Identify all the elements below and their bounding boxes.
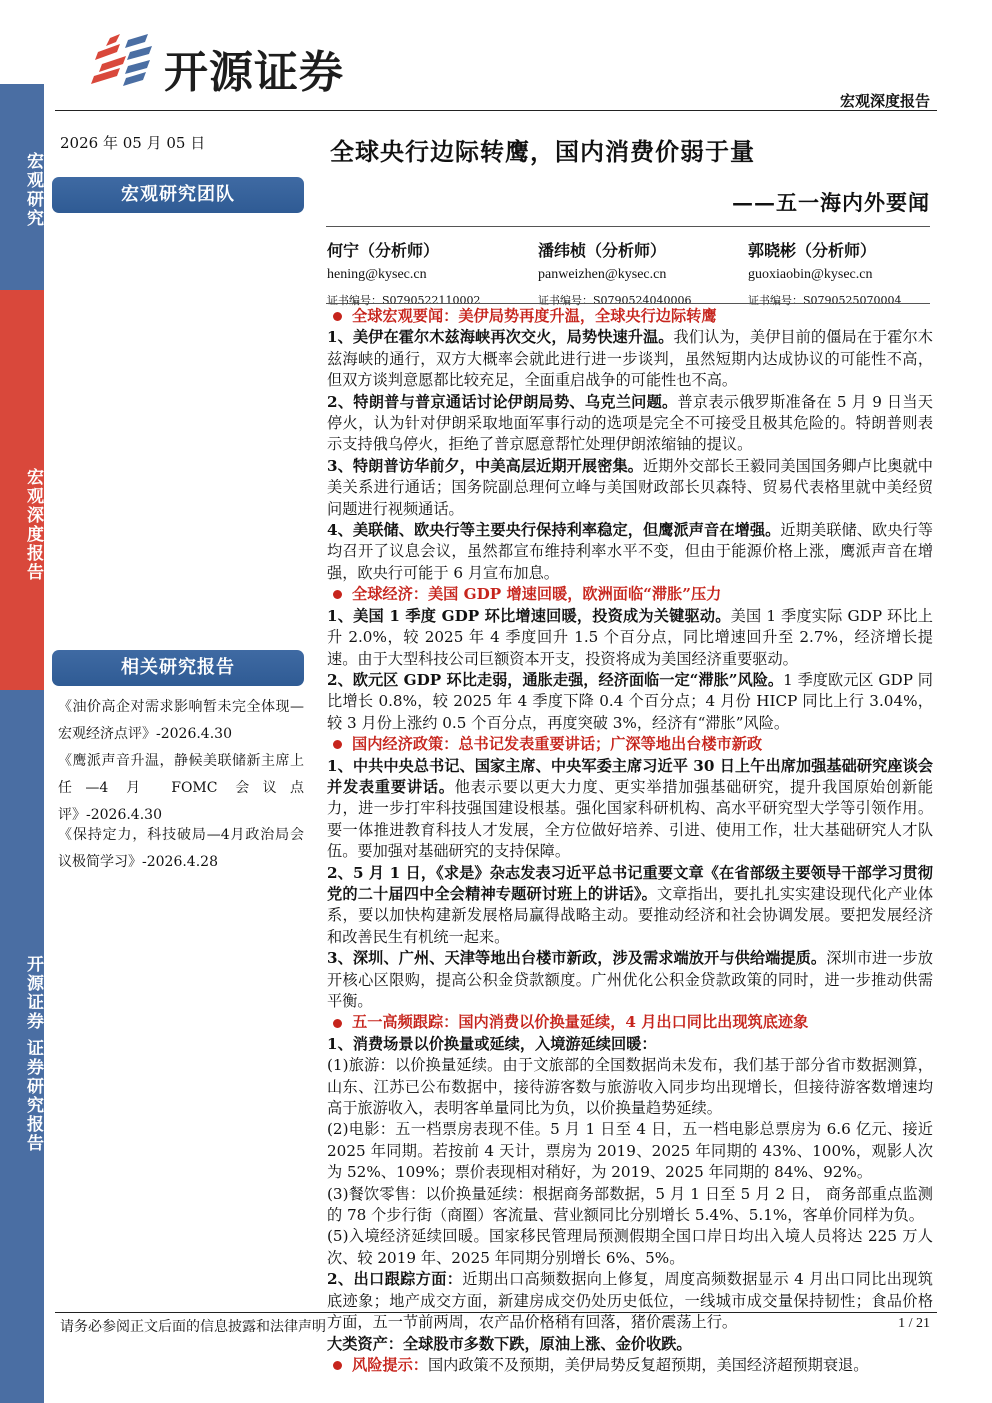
paragraph: (1)旅游：以价换量延续。由于文旅部的全国数据尚未发布，我们基于部分省市数据测算，山东、江苏已公布数据中，接待游客数与旅游收入同步均出现增长，但接待游客数增速均高于旅游收入，表明客单量同比为负，以价换量趋势延续。 (327, 1056, 933, 1118)
brand-name: 开源证券 (164, 47, 344, 98)
report-subtitle: ——五一海内外要闻 (732, 190, 930, 215)
paragraph: 3、深圳、广州、天津等地出台楼市新政，涉及需求端放开与供给端提质。深圳市进一步放开核心区限购，提高公积金贷款额度。广州优化公积金贷款政策的同时，进一步推动供需平衡。 (327, 949, 933, 1010)
side-tab-macro-research: 宏观研究 (0, 84, 44, 290)
subtitle-divider (326, 226, 930, 227)
section-heading: 全球经济：美国 GDP 增速回暖，欧洲面临“滞胀”压力 (327, 584, 933, 605)
analyst-name: 郭晓彬（分析师） (748, 241, 877, 260)
analyst-card (748, 238, 948, 308)
analyst-email[interactable]: hening@kysec.cn (327, 267, 427, 282)
related-report-link[interactable]: 《油价高企对需求影响暂未完全体现—宏观经济点评》-2026.4.30 (58, 699, 304, 742)
section-heading: 国内经济政策：总书记发表重要讲话；广深等地出台楼市新政 (327, 734, 933, 755)
analyst-cert: 证书编号：S0790524040006 (538, 294, 692, 307)
report-title: 全球央行边际转鹰，国内消费价弱于量 (330, 137, 755, 166)
paragraph: 大类资产：全球股市多数下跌，原油上涨、金价收跌。 (327, 1334, 692, 1353)
related-reports-label: 相关研究报告 (52, 650, 304, 686)
section-heading: 全球宏观要闻：美伊局势再度升温，全球央行边际转鹰 (327, 306, 933, 327)
analyst-card (327, 238, 527, 308)
analyst-email[interactable]: guoxiaobin@kysec.cn (748, 267, 873, 282)
related-report-link[interactable]: 《保持定力，科技破局—4月政治局会议极简学习》-2026.4.28 (58, 827, 304, 870)
paragraph: (5)入境经济延续回暖。国家移民管理局预测假期全国口岸日均出入境人员将达 225 万人次、较 2019 年、2025 年同期分别增长 6%、5%。 (327, 1227, 933, 1267)
paragraph: 1、消费场景以价换量或延续，入境游延续回暖： (327, 1034, 657, 1053)
footer-divider (55, 1312, 937, 1313)
analyst-email[interactable]: panweizhen@kysec.cn (538, 267, 667, 282)
paragraph: 1、中共中央总书记、国家主席、中央军委主席习近平 30 日上午出席加强基础研究座谈会并发表重要讲话。他表示要以更大力度、更实举措加强基础研究，提升我国原始创新能力，进一步打牢科技强国建设根基。强化国家科研机构、高水平研究型大学等引领作用。要一体推进教育科技人才发展，全方位做好培养、引进、使用工作，壮大基础研究人才队伍。要加强对基础研究的支持保障。 (327, 756, 934, 861)
paragraph: 1、美国 1 季度 GDP 环比增速回暖，投资成为关键驱动。美国 1 季度实际 GDP 环比上升 2.0%，较 2025 年 4 季度回升 1.5 个百分点，同比增速回升至 2.7%，经济增长提速。由于大型科技公司巨额资本开支，投资将成为美国经济重要驱动。 (327, 606, 933, 668)
risk-warning: 风险提示：国内政策不及预期，美伊局势反复超预期，美国经济超预期衰退。 (327, 1355, 933, 1376)
paragraph: 4、美联储、欧央行等主要央行保持利率稳定，但鹰派声音在增强。近期美联储、欧央行等均召开了议息会议，虽然都宣布维持利率水平不变，但由于能源价格上涨，鹰派声音在增强，欧央行可能于 6 月宣布加息。 (327, 521, 933, 582)
page-number: 1 / 21 (898, 1316, 930, 1331)
paragraph: 2、欧元区 GDP 环比走弱，通胀走强，经济面临一定“滞胀”风险。1 季度欧元区 GDP 同比增长 0.8%，较 2025 年 4 季度下降 0.4 个百分点；4 月份 HICP 同比上行 3.04%，较 3 月份上涨约 0.5 个百分点，再度突破 3%，经济有“滞胀”风险。 (327, 670, 933, 732)
bullet-dot-icon (333, 312, 342, 321)
team-label: 宏观研究团队 (52, 177, 304, 213)
bullet-dot-icon (333, 1019, 342, 1028)
footer-disclaimer: 请务必参阅正文后面的信息披露和法律声明 (60, 1319, 326, 1335)
paragraph: 2、5 月 1 日，《求是》杂志发表习近平总书记重要文章《在省部级主要领导干部学习贯彻党的二十届四中全会精神专题研讨班上的讲话》。文章指出，要扎扎实实建设现代化产业体系，要以加快构建新发展格局赢得战略主动。要推动经济和社会协调发展。要把发展经济和改善民生有机统一起来。 (327, 863, 933, 946)
paragraph: 2、特朗普与普京通话讨论伊朗局势、乌克兰问题。普京表示俄罗斯准备在 5 月 9 日当天停火，认为针对伊朗采取地面军事行动的选项是完全不可接受且极其危险的。特朗普则表示支持俄乌停火，拒绝了普京愿意帮忙处理伊朗浓缩铀的提议。 (327, 392, 933, 454)
analyst-cert: 证书编号：S0790522110002 (327, 294, 481, 307)
side-tab-macro-deep-report: 宏观深度报告 (0, 290, 44, 690)
paragraph: 2、出口跟踪方面：近期出口高频数据向上修复，周度高频数据显示 4 月出口同比出现筑底迹象；地产成交方面，新建房成交仍处历史低位，一线城市成交量保持韧性；食品价格方面，五一节前两周，农产品价格稍有回落，猪价震荡上行。 (327, 1270, 933, 1332)
report-date: 2026 年 05 月 05 日 (60, 134, 206, 152)
analyst-name: 何宁（分析师） (327, 241, 440, 260)
paragraph: 1、美伊在霍尔木兹海峡再次交火，局势快速升温。我们认为，美伊目前的僵局在于霍尔木兹海峡的通行，双方大概率会就此进行进一步谈判，虽然短期内达成协议的可能性不高，但双方谈判意愿都比较充足，全面重启战争的可能性也不高。 (327, 328, 933, 390)
section-heading: 五一高频跟踪：国内消费以价换量延续，4 月出口同比出现筑底迹象 (327, 1012, 933, 1033)
analyst-name: 潘纬桢（分析师） (538, 241, 667, 260)
paragraph: 3、特朗普访华前夕，中美高层近期开展密集。近期外交部长王毅同美国国务卿卢比奥就中美关系进行通话；国务院副总理何立峰与美国财政部长贝森特、贸易代表格里就中美经贸问题进行视频通话。 (327, 456, 933, 518)
side-tab-kysec-report: 开源证券 证券研究报告 (0, 690, 44, 1403)
analyst-divider (326, 303, 930, 304)
paragraph: (2)电影：五一档票房表现不佳。5 月 1 日至 4 日，五一档电影总票房为 6.6 亿元、接近 2025 年同期。若按前 4 天计，票房为 2019、2025 年同期的 43%、100%，观影人次为 52%、109%；票价表现相对稍好，为 2019、2025 年同期的 84%、92%。 (327, 1120, 933, 1182)
bullet-dot-icon (333, 740, 342, 749)
related-report-link[interactable]: 《鹰派声音升温，静候美联储新主席上任—4 月 FOMC 会议点评》-2026.4.30 (58, 753, 304, 823)
logo-mark-icon (90, 30, 160, 90)
report-body (327, 306, 933, 1376)
bullet-dot-icon (333, 1361, 342, 1370)
analyst-cert: 证书编号：S0790525070004 (748, 294, 902, 307)
paragraph: (3)餐饮零售：以价换量延续：根据商务部数据，5 月 1 日至 5 月 2 日， 商务部重点监测的 78 个步行街（商圈）客流量、营业额同比分别增长 5.4%、5.1%，客单价同样为负。 (327, 1184, 933, 1225)
report-type: 宏观深度报告 (839, 92, 930, 110)
analyst-card (538, 238, 738, 308)
header-divider (55, 110, 937, 111)
bullet-dot-icon (333, 590, 342, 599)
